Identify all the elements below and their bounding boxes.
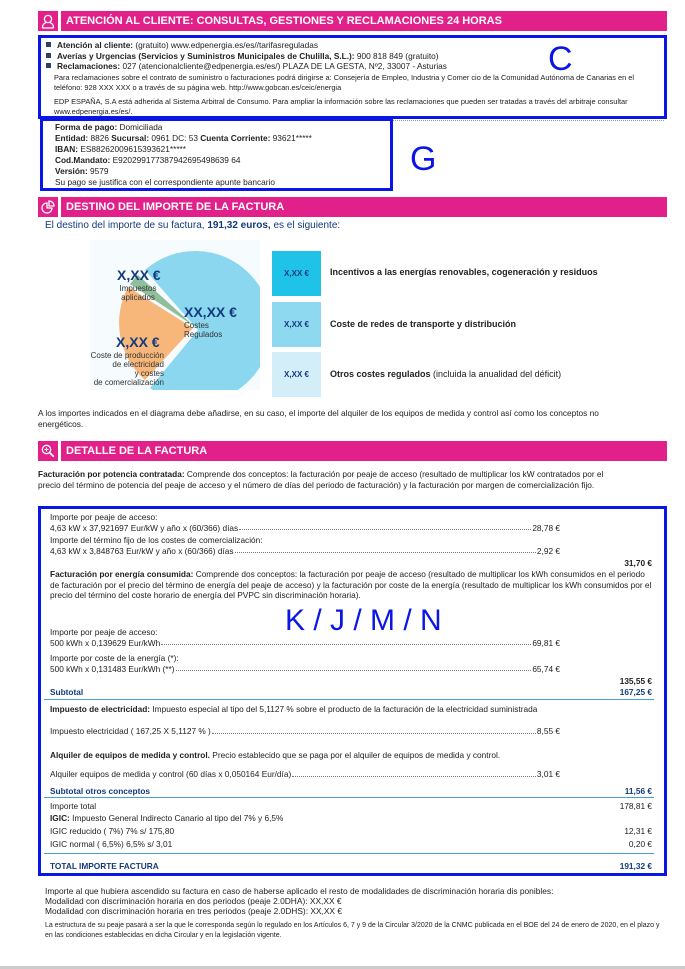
- divider: [44, 699, 654, 700]
- circular-note: La estructura de su peaje pasará a ser la que le corresponda según lo regulado en los Artículos 6, 7 y 9 de la Circular 3/2020 de la CNMC publicada en el BOE del 24 de enero de 2020, en el plazo y en las condiciones establecidas en dicha Circular y en la legislación vigente.: [45, 922, 660, 939]
- legend-swatch-otros: X,XX €: [272, 352, 321, 397]
- igic-reducido-value: 12,31 €: [624, 826, 652, 836]
- bullet-icon: [46, 63, 51, 68]
- energia-description: Facturación por energía consumida: Comprende dos conceptos: la facturación por peaje de acceso (resultado de multiplicar los kWh consumidos en el periodo de facturación por el precio del término de energía del peaje de acceso) y la facturación por coste de la energía (resultado de multiplicar los kWh consumidos por el precio del término del coste horario de energía del PVPC sin discriminación horaria).: [50, 569, 652, 601]
- contact-list: [46, 40, 606, 72]
- line-item: Alquiler equipos de medida y control (60 días x 0,050164 Eur/día) 3,01 €: [50, 769, 560, 779]
- alquiler-description: Alquiler de equipos de medida y control. Precio establecido que se paga por el alquiler de equipos de medida y control.: [50, 750, 501, 760]
- total-value: 191,32 €: [619, 861, 652, 871]
- energia-lines: Importe por peaje de acceso: 500 kWh x 0,139629 Eur/kWh 69,81 € Importe por coste de la energía (*): 500 kWh x 0,131483 Eur/kWh (**) 65,74 €: [50, 627, 560, 674]
- user-icon: [38, 11, 58, 31]
- potencia-total: 31,70 €: [624, 558, 652, 568]
- subtotal-otros-value: 11,56 €: [624, 786, 652, 796]
- contact-item: Atención al cliente: (gratuito) www.edpenergia.es/es//tarifasreguladas: [46, 40, 606, 51]
- pie-regulados-label: Costes Regulados: [184, 321, 223, 339]
- subtotal-value: 167,25 €: [619, 687, 652, 697]
- legend-label-otros: Otros costes regulados (incluida la anualidad del déficit): [330, 369, 562, 379]
- pie-impuestos-value: X,XX €: [117, 267, 161, 283]
- importe-total-label: Importe total: [50, 801, 97, 811]
- energia-total: 135,55 €: [619, 676, 652, 686]
- line-item: 500 kWh x 0,139629 Eur/kWh 69,81 €: [50, 637, 560, 648]
- impuesto-electricidad: Impuesto de electricidad: Impuesto especial al tipo del 5,1127 % sobre el producto de la facturación de la electricidad suministrada: [50, 704, 538, 714]
- legend-swatch-incentivos: X,XX €: [272, 251, 321, 296]
- reclamaciones-note: Para reclamaciones sobre el contrato de suministro o facturaciones podrá dirigirse a: Consejería de Empleo, Industria y Comer cio de la Comunidad Autónoma de Canarias en el teléfono: 928 XXX XXX o a través de su página web. http://www.gobcan.es/ceic/energia: [54, 73, 635, 92]
- arbitral-note: EDP ESPAÑA, S.A está adherida al Sistema Arbitral de Consumo. Para ampliar la información sobre las reclamaciones que pueden ser tratadas a través del arbitraje consultar www.edpenergia.es/es/.: [54, 97, 628, 116]
- bullet-icon: [46, 53, 51, 58]
- igic-description: IGIC: Impuesto General Indirecto Canario al tipo del 7% y 6,5%: [50, 813, 284, 823]
- line-item: 4,63 kW x 37,921697 Eur/kW y año x (60/366) días 28,78 €: [50, 522, 560, 533]
- line-item: Impuesto electricidad ( 167,25 X 5,1127 % ) 8,55 €: [50, 726, 560, 736]
- subtotal-otros-label: Subtotal otros conceptos: [50, 786, 151, 796]
- potencia-lines: Importe por peaje de acceso: 4,63 kW x 37,921697 Eur/kW y año x (60/366) días 28,78 € Importe del término fijo de los costes de comercialización: 4,63 kW x 3,848763 Eur/kW y año x (60/366) días 2,92 €: [50, 512, 560, 556]
- pie-regulados-value: XX,XX €: [184, 304, 237, 320]
- bullet-icon: [46, 42, 51, 47]
- igic-normal-label: IGIC normal ( 6,5%) 6,5% s/ 3,01: [50, 839, 173, 849]
- pie-produccion-label: Coste de producción de electricidad y costes de comercialización: [90, 351, 164, 387]
- payment-details: Forma de pago: Domiciliada Entidad: 8826 Sucursal: 0961 DC: 53 Cuenta Corriente: 93621***** IBAN: ES88262009615393621***** Cod.Mandato: E920299177387942695498639 64 Versión: 9579 Su pago se justifica con el correspondiente apunte bancario: [55, 122, 312, 187]
- legend-swatch-redes: X,XX €: [272, 302, 321, 347]
- annotation-letters-kjmn: K / J / M / N: [285, 604, 442, 637]
- modalidades: Importe al que hubiera ascendido su factura en caso de haberse aplicado el resto de modalidades de discriminación horaria dis ponibles: Modalidad con discriminación horaria en dos periodos (peaje 2.0DHA): XX,XX € Modalidad con discriminación horaria en tres periodos (peaje 2.0DHS): XX,XX €: [45, 886, 554, 916]
- destino-note: A los importes indicados en el diagrama debe añadirse, en su caso, el importe del alquiler de los equipos de medida y control así como los conceptos no energéticos.: [38, 408, 599, 429]
- annotation-letter-c: C: [548, 40, 573, 78]
- divider: [44, 853, 654, 854]
- annotation-letter-g: G: [410, 140, 437, 178]
- section-header-destino: [38, 197, 667, 217]
- igic-reducido-label: IGIC reducido ( 7%) 7% s/ 175,80: [50, 826, 175, 836]
- magnifier-icon: [38, 441, 58, 461]
- section-title: DESTINO DEL IMPORTE DE LA FACTURA: [61, 197, 667, 217]
- destino-intro: El destino del importe de su factura, 191,32 euros, es el siguiente:: [45, 220, 341, 231]
- section-header-atencion: [38, 11, 667, 31]
- divider: [392, 120, 664, 121]
- potencia-description: Facturación por potencia contratada: Comprende dos conceptos: la facturación por peaje de acceso (resultado de multiplicar los kW contratados por el precio del término de potencia del peaje de acceso y el número de días del periodo de facturación) y la facturación por margen de comercialización fijo.: [38, 469, 604, 490]
- section-title: DETALLE DE LA FACTURA: [61, 441, 667, 461]
- section-header-detalle: [38, 441, 667, 461]
- pie-chart-icon: [38, 197, 58, 217]
- contact-item: Averías y Urgencias (Servicios y Suministros Municipales de Chulilla, S.L.): 900 818 849 (gratuito): [46, 51, 606, 62]
- divider: [44, 797, 654, 798]
- pie-produccion-value: X,XX €: [116, 334, 160, 350]
- igic-normal-value: 0,20 €: [628, 839, 652, 849]
- subtotal-label: Subtotal: [50, 687, 84, 697]
- legend-label-redes: Coste de redes de transporte y distribución: [330, 319, 517, 329]
- total-label: TOTAL IMPORTE FACTURA: [50, 861, 159, 871]
- pie-impuestos-label: Impuestos aplicados: [119, 284, 157, 302]
- line-item: 500 kWh x 0,131483 Eur/kWh (**) 65,74 €: [50, 663, 560, 674]
- importe-total-value: 178,81 €: [619, 801, 652, 811]
- line-item: 4,63 kW x 3,848763 Eur/kW y año x (60/366) días 2,92 €: [50, 545, 560, 556]
- legend-label-incentivos: Incentivos a las energías renovables, cogeneración y residuos: [330, 267, 598, 277]
- contact-item: Reclamaciones: 027 (atencionalcliente@edpenergia.es/es/) PLAZA DE LA GESTA, Nº2, 33007 - Asturias: [46, 61, 606, 72]
- section-title: ATENCIÓN AL CLIENTE: CONSULTAS, GESTIONES Y RECLAMACIONES 24 HORAS: [61, 11, 667, 31]
